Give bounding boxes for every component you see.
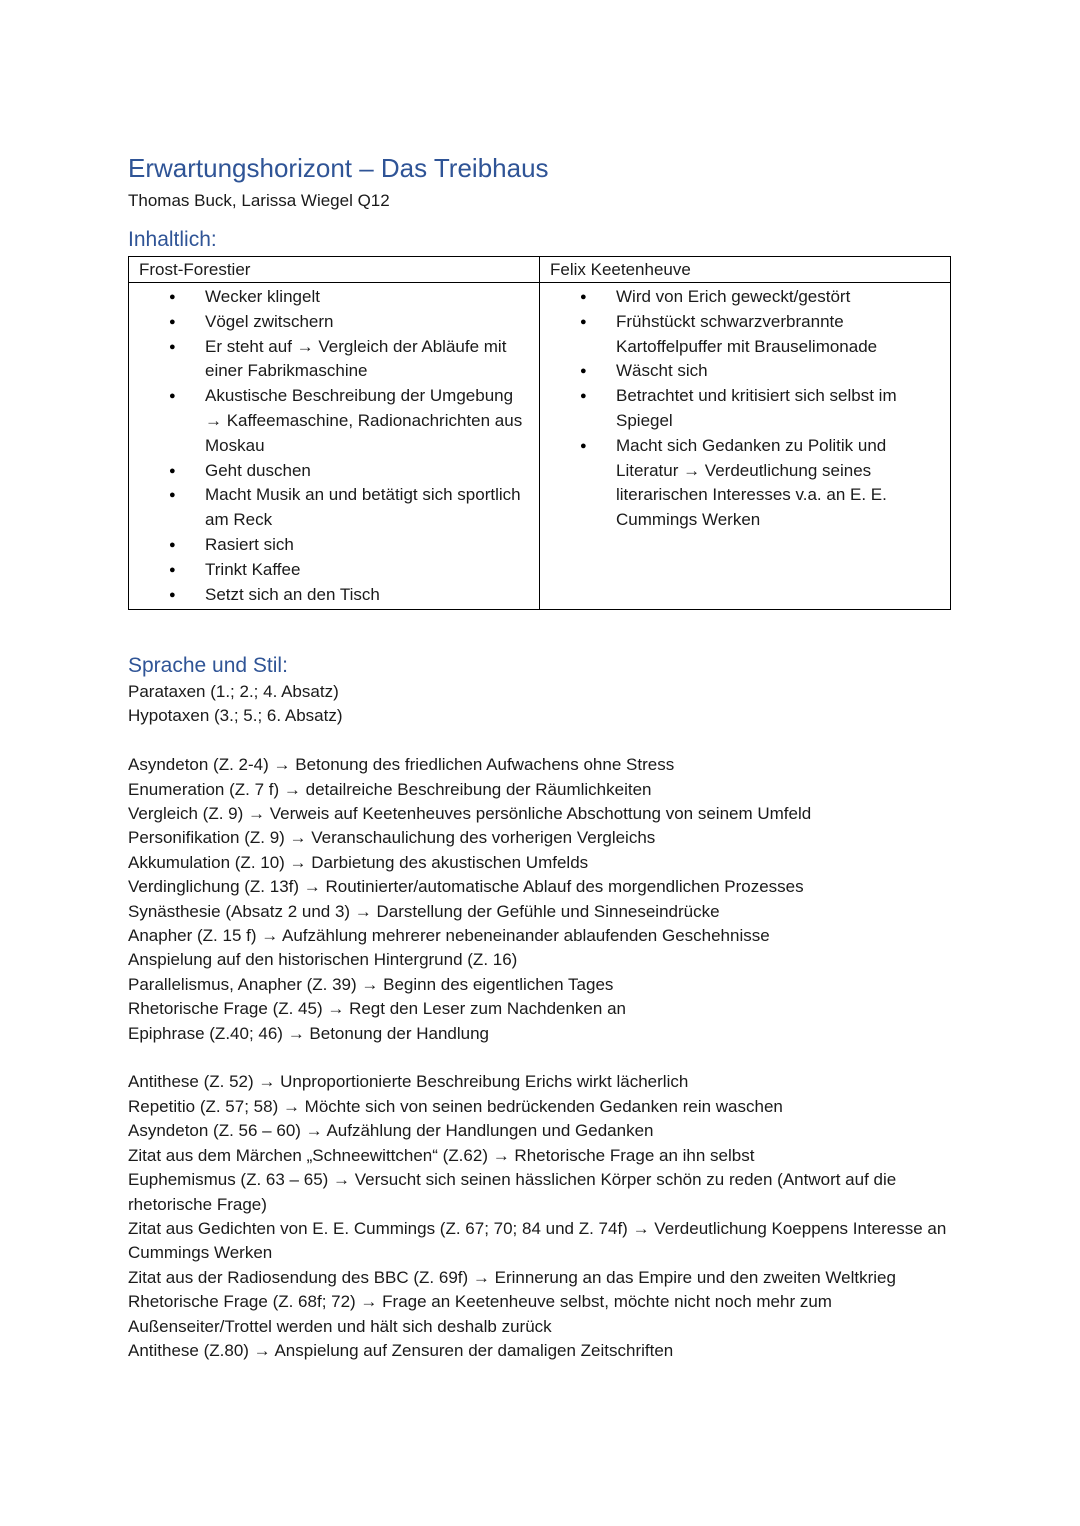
text-line: Parallelismus, Anapher (Z. 39) → Beginn des eigentlichen Tages (128, 974, 614, 994)
column-frost (129, 283, 540, 610)
text-line: Enumeration (Z. 7 f) → detailreiche Beschreibung der Räumlichkeiten (128, 779, 652, 799)
text-line: Hypotaxen (3.; 5.; 6. Absatz) (128, 706, 343, 726)
sprache-block-1 (128, 680, 958, 729)
text-line: Asyndeton (Z. 56 – 60) → Aufzählung der Handlungen und Gedanken (128, 1121, 654, 1141)
text-line: Akkumulation (Z. 10) → Darbietung des akustischen Umfelds (128, 852, 589, 872)
text-line: Repetitio (Z. 57; 58) → Möchte sich von seinen bedrückenden Gedanken rein waschen (128, 1096, 783, 1116)
list-item: ● Er steht auf → Vergleich der Abläufe mit einer Fabrikmaschine (165, 335, 531, 385)
text-line: Rhetorische Frage (Z. 68f; 72) → Frage an Keetenheuve selbst, möchte nicht noch mehr zum Außenseiter/Trottel werden und hält sich deshalb zurück (128, 1292, 832, 1336)
text-line: Verdinglichung (Z. 13f) → Routinierter/automatische Ablauf des morgendlichen Prozesses (128, 877, 804, 897)
list-item: ● Vögel zwitschern (165, 310, 531, 335)
list-item: ● Frühstückt schwarzverbrannte Kartoffelpuffer mit Brauselimonade (576, 310, 942, 360)
list-item: ● Macht Musik an und betätigt sich sportlich am Reck (165, 483, 531, 533)
text-line: Vergleich (Z. 9) → Verweis auf Keetenheuves persönliche Abschottung von seinem Umfeld (128, 804, 812, 824)
list-item: ● Akustische Beschreibung der Umgebung → Kaffeemaschine, Radionachrichten aus Moskau (165, 384, 531, 458)
column-header-keetenheuve: Felix Keetenheuve (540, 257, 951, 283)
sprache-content (128, 680, 958, 1363)
list-item: ● Geht duschen (165, 459, 531, 484)
text-line: Anspielung auf den historischen Hintergrund (Z. 16) (128, 950, 518, 970)
text-line: Synästhesie (Absatz 2 und 3) → Darstellung der Gefühle und Sinneseindrücke (128, 901, 720, 921)
text-line: Personifikation (Z. 9) → Veranschaulichung des vorherigen Vergleichs (128, 828, 656, 848)
list-item: ● Wäscht sich (576, 359, 942, 384)
list-item: ● Setzt sich an den Tisch (165, 583, 531, 608)
list-item: ● Rasiert sich (165, 533, 531, 558)
text-line: Asyndeton (Z. 2-4) → Betonung des friedlichen Aufwachens ohne Stress (128, 755, 675, 775)
text-line: Zitat aus der Radiosendung des BBC (Z. 69f) → Erinnerung an das Empire und den zweiten Weltkrieg (128, 1267, 896, 1287)
section-heading-inhalt: Inhaltlich: (128, 228, 217, 251)
text-line: Zitat aus dem Märchen „Schneewittchen“ (Z.62) → Rhetorische Frage an ihn selbst (128, 1145, 755, 1165)
text-line: Parataxen (1.; 2.; 4. Absatz) (128, 682, 339, 701)
authors-line: Thomas Buck, Larissa Wiegel Q12 (128, 191, 390, 210)
list-item: ● Macht sich Gedanken zu Politik und Literatur → Verdeutlichung seines literarischen Interesses v.a. an E. E. Cummings Werken (576, 434, 942, 533)
text-line: Anapher (Z. 15 f) → Aufzählung mehrerer nebeneinander ablaufenden Geschehnisse (128, 926, 770, 946)
frost-list (129, 285, 531, 607)
list-item: ● Wecker klingelt (165, 285, 531, 310)
text-line: Epiphrase (Z.40; 46) → Betonung der Handlung (128, 1023, 490, 1043)
page-title: Erwartungshorizont – Das Treibhaus (128, 153, 549, 183)
text-line: Euphemismus (Z. 63 – 65) → Versucht sich seinen hässlichen Körper schön zu reden (Antwort auf die rhetorische Frage) (128, 1170, 897, 1214)
text-line: Zitat aus Gedichten von E. E. Cummings (Z. 67; 70; 84 und Z. 74f) → Verdeutlichung Koeppens Interesse an Cummings Werken (128, 1218, 947, 1263)
section-heading-sprache: Sprache und Stil: (128, 654, 288, 677)
column-keetenheuve (540, 283, 951, 610)
document-content (128, 150, 958, 1363)
list-item: ● Trinkt Kaffee (165, 558, 531, 583)
text-line: Rhetorische Frage (Z. 45) → Regt den Leser zum Nachdenken an (128, 999, 626, 1019)
list-item: ● Betrachtet und kritisiert sich selbst im Spiegel (576, 384, 942, 434)
sprache-block-2 (128, 753, 958, 1046)
text-line: Antithese (Z. 52) → Unproportionierte Beschreibung Erichs wirkt lächerlich (128, 1072, 689, 1092)
keetenheuve-list (540, 285, 942, 533)
sprache-block-3 (128, 1070, 958, 1363)
list-item: ● Wird von Erich geweckt/gestört (576, 285, 942, 310)
spacer (128, 729, 958, 753)
column-header-frost: Frost-Forestier (129, 257, 540, 283)
text-line: Antithese (Z.80) → Anspielung auf Zensuren der damaligen Zeitschriften (128, 1340, 674, 1360)
inhalt-table (128, 256, 951, 610)
spacer (128, 1046, 958, 1070)
